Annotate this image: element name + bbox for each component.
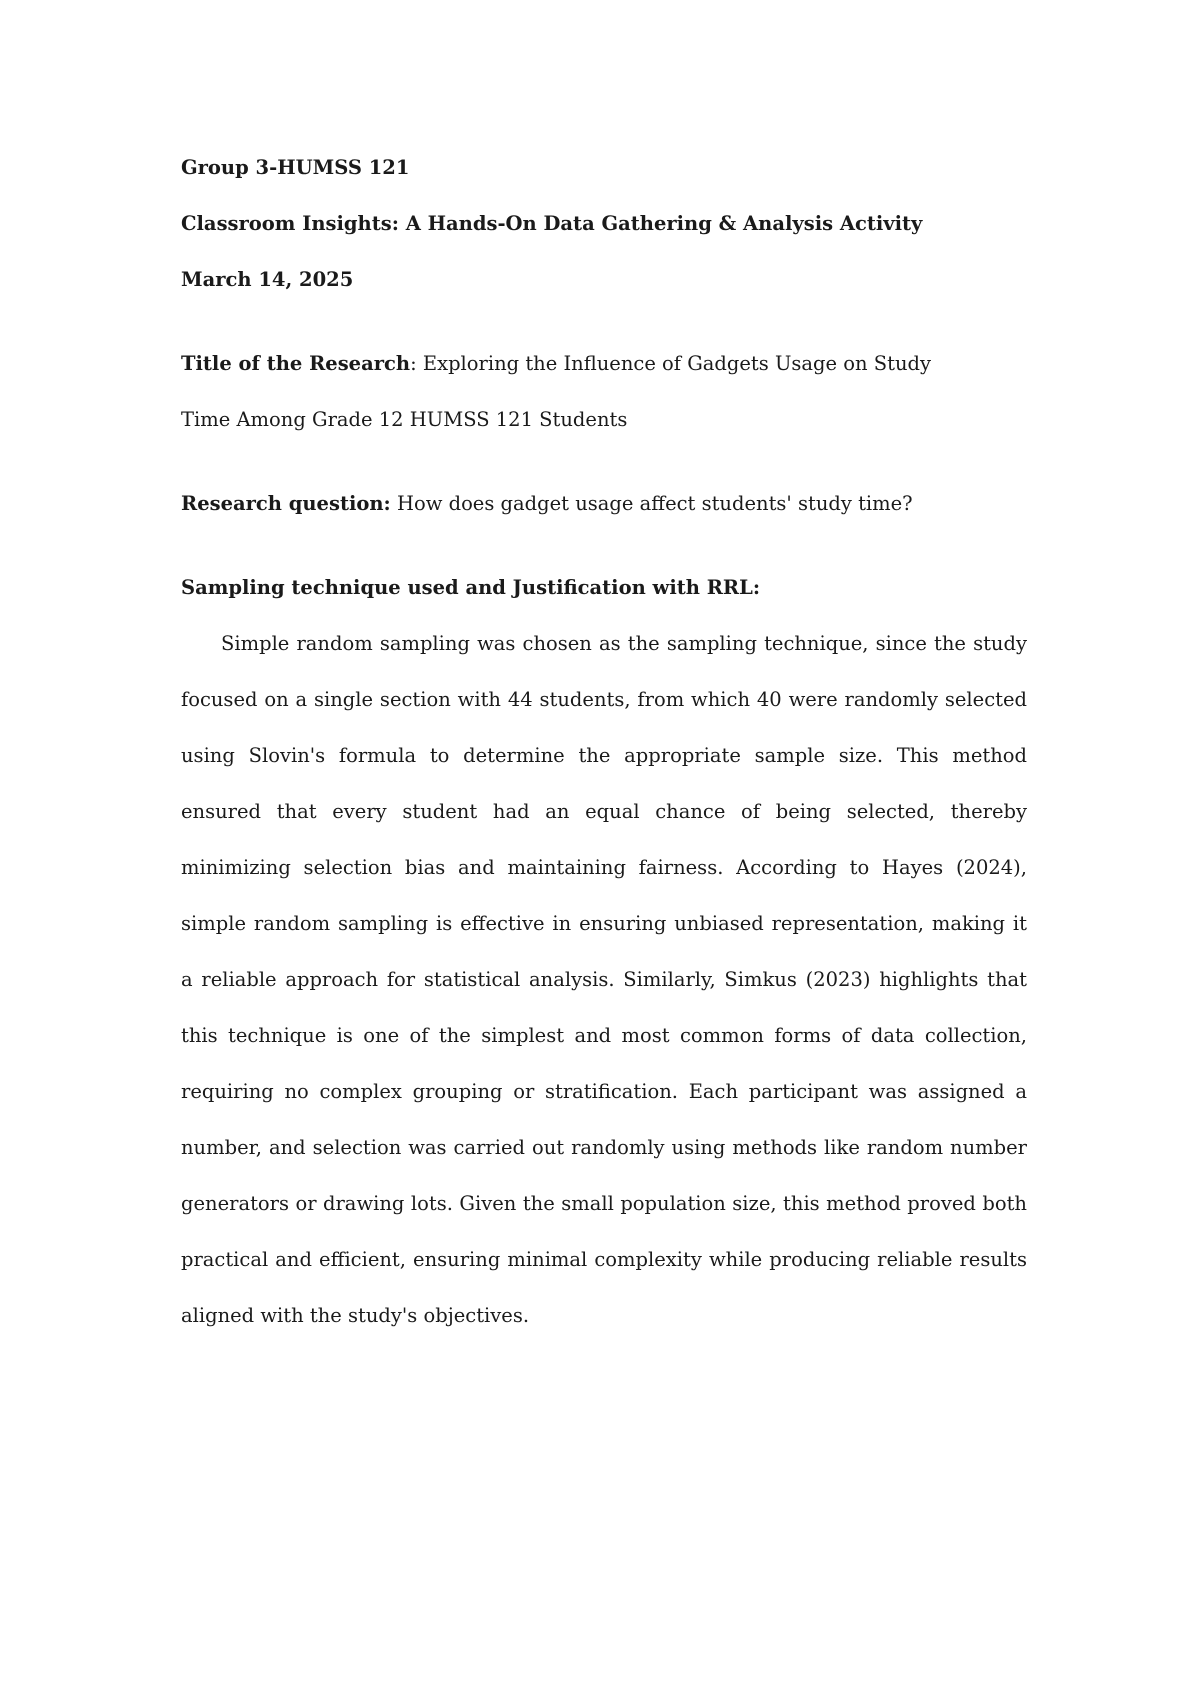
activity-title: Classroom Insights: A Hands-On Data Gathering & Analysis Activity	[181, 212, 923, 235]
research-question-label: Research question:	[181, 492, 391, 515]
research-title-value: Exploring the Influence of Gadgets Usage on Study Time Among Grade 12 HUMSS 121 Students	[181, 352, 931, 431]
spacer	[181, 532, 1027, 560]
research-question	[181, 476, 1027, 532]
research-title	[181, 336, 941, 448]
group-name: Group 3-HUMSS 121	[181, 156, 410, 179]
research-title-separator: :	[410, 352, 423, 375]
document-content	[181, 140, 1027, 1344]
sampling-paragraph: Simple random sampling was chosen as the sampling technique, since the study focused on a single section with 44 students, from which 40 were randomly selected using Slovin's formula to determine the appropriate sample size. This method ensured that every student had an equal chance of being selected, thereby minimizing selection bias and maintaining fairness. According to Hayes (2024), simple random sampling is effective in ensuring unbiased representation, making it a reliable approach for statistical analysis. Similarly, Simkus (2023) highlights that this technique is one of the simplest and most common forms of data collection, requiring no complex grouping or stratification. Each participant was assigned a number, and selection was carried out randomly using methods like random number generators or drawing lots. Given the small population size, this method proved both practical and efficient, ensuring minimal complexity while producing reliable results aligned with the study's objectives.	[181, 632, 1027, 1327]
document-date: March 14, 2025	[181, 268, 354, 291]
research-title-label: Title of the Research	[181, 352, 411, 375]
spacer	[181, 308, 1027, 336]
research-question-value: How does gadget usage affect students' study time?	[390, 492, 913, 515]
sampling-heading: Sampling technique used and Justification with RRL:	[181, 576, 761, 599]
spacer	[181, 448, 1027, 476]
